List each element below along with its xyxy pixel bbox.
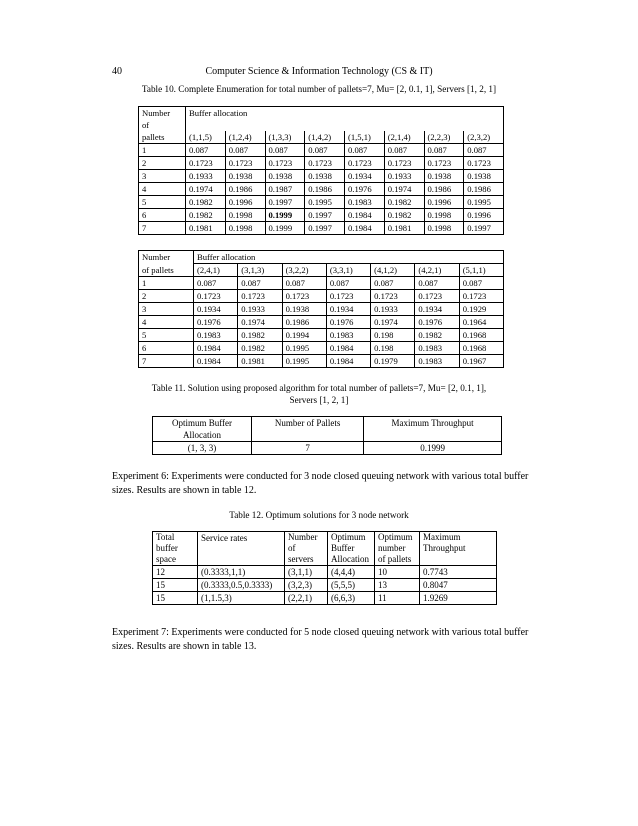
table-cell: 0.1998: [424, 222, 464, 235]
table-cell: 0.1998: [225, 209, 265, 222]
header-cell: pallets: [139, 131, 186, 144]
table-cell: 0.198: [371, 329, 415, 342]
table-cell: 0.1933: [238, 303, 282, 316]
table-cell: [265, 209, 305, 222]
table-row: [139, 183, 504, 196]
table-row: [139, 277, 504, 290]
header-cell: of pallets: [139, 264, 194, 277]
table-cell: 0.1984: [194, 355, 238, 368]
table-row: [139, 303, 504, 316]
table-cell: 0.1974: [186, 183, 226, 196]
header-cell: Number: [139, 251, 194, 264]
table11: [152, 416, 502, 455]
row-label: 7: [139, 355, 194, 368]
column-header: Maximum Throughput: [420, 532, 497, 566]
column-header: (1,1,5): [186, 131, 226, 144]
table-cell: 0.1723: [384, 157, 424, 170]
table-cell: 0.087: [225, 144, 265, 157]
table-row: [139, 355, 504, 368]
table-cell: 0.8047: [420, 579, 497, 592]
table12-body: [153, 566, 497, 605]
table-cell: 0.198: [371, 342, 415, 355]
column-header: Service rates: [198, 532, 285, 566]
table11-caption-line2: Servers [1, 2, 1]: [289, 395, 349, 405]
table-cell: (2,2,1): [285, 592, 328, 605]
header-cell: Number: [139, 107, 186, 120]
table-cell: 0.1934: [415, 303, 459, 316]
row-label: 5: [139, 196, 186, 209]
table-cell: 0.087: [464, 144, 504, 157]
table10-part1-body: [139, 144, 504, 235]
table-cell: 0.1996: [424, 196, 464, 209]
column-header: (5,1,1): [459, 264, 503, 277]
table-cell: 0.087: [326, 277, 370, 290]
table-cell: 10: [375, 566, 420, 579]
group-label-cell: Buffer allocation: [186, 107, 504, 132]
table-row: [153, 592, 497, 605]
table-cell: 0.1938: [464, 170, 504, 183]
table-row: [139, 329, 504, 342]
table-cell: (3,2,3): [285, 579, 328, 592]
table-cell: 0.1984: [326, 342, 370, 355]
table-cell: 0.1938: [424, 170, 464, 183]
table-cell: 0.087: [194, 277, 238, 290]
table-cell: 0.1981: [186, 222, 226, 235]
column-header: (1,2,4): [225, 131, 265, 144]
table-cell: 0.1976: [326, 316, 370, 329]
table-cell: (6,6,3): [328, 592, 375, 605]
table-cell: 0.1723: [305, 157, 345, 170]
table12-caption: Table 12. Optimum solutions for 3 node network: [229, 510, 409, 520]
table-cell: 0.1982: [415, 329, 459, 342]
table-cell: 0.087: [282, 277, 326, 290]
table-cell: 0.1723: [371, 290, 415, 303]
table-cell: 0.1981: [238, 355, 282, 368]
table-cell: 0.1986: [282, 316, 326, 329]
table10-part2: [138, 250, 504, 368]
table-cell: 0.1986: [424, 183, 464, 196]
table-cell: 0.1934: [194, 303, 238, 316]
table-cell: 0.1983: [194, 329, 238, 342]
column-header: [153, 417, 252, 442]
row-label: 5: [139, 329, 194, 342]
table-cell: 0.1999: [364, 442, 502, 455]
table-row: [153, 579, 497, 592]
table-cell: 0.1938: [282, 303, 326, 316]
table-row: [139, 144, 504, 157]
row-label: 2: [139, 290, 194, 303]
table-cell: (3,1,1): [285, 566, 328, 579]
running-title: Computer Science & Information Technology (CS & IT): [205, 66, 433, 77]
column-header: (4,1,2): [371, 264, 415, 277]
table-cell: 0.1723: [459, 290, 503, 303]
table-row: [139, 157, 504, 170]
header-line: Allocation: [183, 430, 221, 440]
table-cell: 0.1986: [464, 183, 504, 196]
table-cell: 0.1723: [326, 290, 370, 303]
table-cell: 0.1976: [345, 183, 385, 196]
table-row: [139, 170, 504, 183]
column-header: Maximum Throughput: [364, 417, 502, 442]
table-cell: 0.1933: [186, 170, 226, 183]
column-header: Optimum number of pallets: [375, 532, 420, 566]
table-cell: 0.1933: [384, 170, 424, 183]
table10-part2-body: [139, 277, 504, 368]
table-cell: 0.1986: [225, 183, 265, 196]
row-label: 1: [139, 144, 186, 157]
table-cell: 0.1982: [384, 196, 424, 209]
column-header: (3,3,1): [326, 264, 370, 277]
column-header: (3,1,3): [238, 264, 282, 277]
table-row: [153, 566, 497, 579]
table-cell: 0.1934: [345, 170, 385, 183]
table-cell: 0.1994: [282, 329, 326, 342]
table-cell: 0.1976: [415, 316, 459, 329]
table-cell: 0.1981: [384, 222, 424, 235]
table-cell: 0.1723: [238, 290, 282, 303]
table-cell: 0.087: [424, 144, 464, 157]
table-cell: 0.1976: [194, 316, 238, 329]
row-label: 3: [139, 303, 194, 316]
experiment7-paragraph: Experiment 7: Experiments were conducted for 5 node closed queuing network with various total buffer sizes. Results are shown in table 13.: [112, 627, 529, 652]
table-cell: 0.1723: [225, 157, 265, 170]
table-cell: 0.1997: [464, 222, 504, 235]
table-cell: 0.1987: [265, 183, 305, 196]
row-label: 4: [139, 316, 194, 329]
table-cell: 0.1986: [305, 183, 345, 196]
table-cell: (1,1.5,3): [198, 592, 285, 605]
header-line: Optimum Buffer: [171, 418, 233, 428]
table-cell: 0.1999: [265, 222, 305, 235]
table-cell: 0.1964: [459, 316, 503, 329]
row-label: 7: [139, 222, 186, 235]
table-cell: 0.1982: [384, 209, 424, 222]
table-cell: 0.1723: [345, 157, 385, 170]
column-header: (2,1,4): [384, 131, 424, 144]
table-cell: 0.1984: [194, 342, 238, 355]
row-label: 3: [139, 170, 186, 183]
table-cell: 13: [375, 579, 420, 592]
table-cell: 0.087: [238, 277, 282, 290]
column-header: (2,2,3): [424, 131, 464, 144]
table-cell: 15: [153, 592, 198, 605]
header-cell: of: [139, 119, 186, 131]
table-cell: 0.1983: [415, 342, 459, 355]
table-row: [139, 222, 504, 235]
table-cell: 0.1996: [464, 209, 504, 222]
row-label: 6: [139, 342, 194, 355]
table-cell: 0.1996: [225, 196, 265, 209]
table-cell: 0.087: [305, 144, 345, 157]
table-cell: 0.1983: [326, 329, 370, 342]
table-cell: 0.1723: [186, 157, 226, 170]
table-row: [139, 342, 504, 355]
table10-caption: Table 10. Complete Enumeration for total number of pallets=7, Mu= [2, 0.1, 1], Servers [1, 2, 1]: [141, 84, 497, 94]
table-cell: 0.1974: [384, 183, 424, 196]
table10-part1: [138, 106, 504, 235]
table-cell: 0.1995: [282, 355, 326, 368]
table-cell: 0.1982: [238, 342, 282, 355]
table-cell: 0.1995: [282, 342, 326, 355]
table-cell: 1.9269: [420, 592, 497, 605]
table-cell: 0.1997: [265, 196, 305, 209]
table-cell: 0.1984: [326, 355, 370, 368]
table-row: [139, 316, 504, 329]
table-cell: 0.087: [186, 144, 226, 157]
table-cell: 0.1723: [265, 157, 305, 170]
column-header: (3,2,2): [282, 264, 326, 277]
table-cell: 0.1723: [194, 290, 238, 303]
group-label-cell: Buffer allocation: [194, 251, 504, 264]
table-cell: 0.1979: [371, 355, 415, 368]
table-cell: 7: [252, 442, 364, 455]
table-cell: (4,4,4): [328, 566, 375, 579]
column-header: (2,3,2): [464, 131, 504, 144]
page-number: 40: [112, 66, 122, 77]
table-cell: 0.1938: [305, 170, 345, 183]
table-cell: 0.087: [265, 144, 305, 157]
column-header: (1,5,1): [345, 131, 385, 144]
table-cell: 0.1938: [225, 170, 265, 183]
table-cell: 0.1723: [464, 157, 504, 170]
table-cell: 0.7743: [420, 566, 497, 579]
column-header: Optimum Buffer Allocation: [328, 532, 375, 566]
table-cell: 12: [153, 566, 198, 579]
table12: [152, 531, 497, 605]
table-cell: 0.1974: [371, 316, 415, 329]
table-cell: 0.1997: [305, 222, 345, 235]
table-cell: 0.1967: [459, 355, 503, 368]
table11-caption-line1: Table 11. Solution using proposed algorithm for total number of pallets=7, Mu= [2, 0.1, 1],: [151, 383, 487, 393]
table-cell: 0.1995: [464, 196, 504, 209]
table-cell: 0.1934: [326, 303, 370, 316]
table-row: [139, 196, 504, 209]
table-cell: 0.1983: [345, 196, 385, 209]
table-cell: 0.1938: [265, 170, 305, 183]
table-cell: 0.1982: [238, 329, 282, 342]
column-header: (2,4,1): [194, 264, 238, 277]
highlighted-value: 0.1999: [268, 210, 293, 220]
table-cell: (1, 3, 3): [153, 442, 252, 455]
table-cell: 0.1982: [186, 209, 226, 222]
table-cell: 0.1983: [415, 355, 459, 368]
table-cell: 0.1929: [459, 303, 503, 316]
table-cell: 0.087: [384, 144, 424, 157]
table-cell: (0.3333,1,1): [198, 566, 285, 579]
row-label: 4: [139, 183, 186, 196]
table-cell: 0.1982: [186, 196, 226, 209]
column-header: Number of servers: [285, 532, 328, 566]
column-header: Total buffer space: [153, 532, 198, 566]
table-cell: 0.087: [345, 144, 385, 157]
table-cell: 0.1974: [238, 316, 282, 329]
column-header: (1,4,2): [305, 131, 345, 144]
table-cell: 0.1995: [305, 196, 345, 209]
row-label: 1: [139, 277, 194, 290]
table-cell: 0.1968: [459, 329, 503, 342]
row-label: 2: [139, 157, 186, 170]
table-cell: 0.087: [459, 277, 503, 290]
column-header: Number of Pallets: [252, 417, 364, 442]
table-cell: 0.1998: [225, 222, 265, 235]
table-cell: 0.087: [371, 277, 415, 290]
table-cell: 15: [153, 579, 198, 592]
table-cell: 0.1984: [345, 222, 385, 235]
table-cell: 11: [375, 592, 420, 605]
table-cell: 0.1984: [345, 209, 385, 222]
table-row: [139, 290, 504, 303]
column-header: (4,2,1): [415, 264, 459, 277]
table-cell: 0.1933: [371, 303, 415, 316]
table-cell: 0.1723: [415, 290, 459, 303]
table-cell: 0.1998: [424, 209, 464, 222]
table-cell: 0.1997: [305, 209, 345, 222]
column-header: (1,3,3): [265, 131, 305, 144]
experiment6-paragraph: Experiment 6: Experiments were conducted for 3 node closed queuing network with various total buffer sizes. Results are shown in table 12.: [112, 471, 529, 496]
table-cell: 0.1723: [424, 157, 464, 170]
table-cell: 0.1723: [282, 290, 326, 303]
table-cell: 0.1968: [459, 342, 503, 355]
table-cell: 0.087: [415, 277, 459, 290]
table-cell: (0.3333,0.5,0.3333): [198, 579, 285, 592]
row-label: 6: [139, 209, 186, 222]
table-cell: (5,5,5): [328, 579, 375, 592]
table-row: [139, 209, 504, 222]
